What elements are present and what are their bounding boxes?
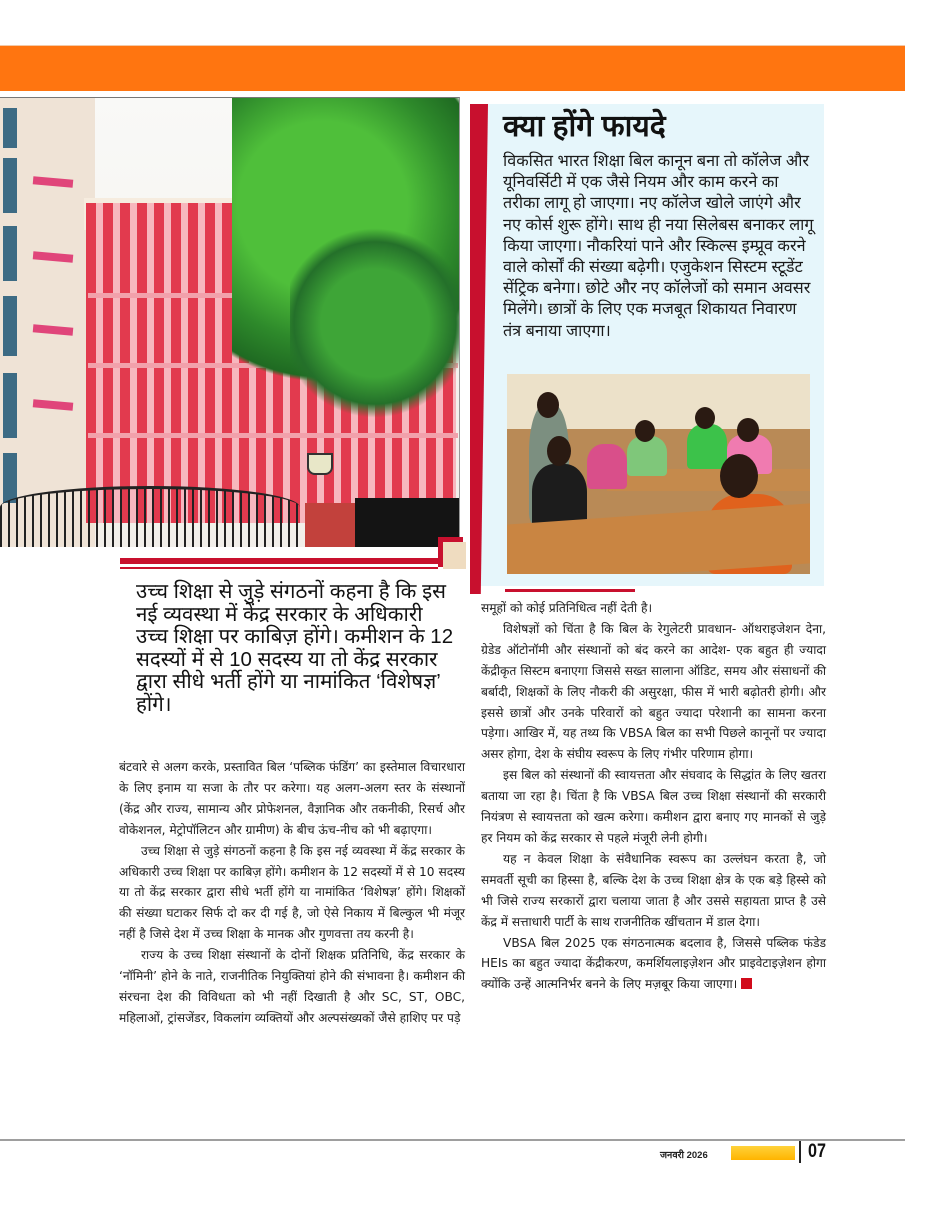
magazine-logo: [731, 1146, 795, 1160]
article-paragraph: बंटवारे से अलग करके, प्रस्तावित बिल ‘पब्लिक फंडिंग’ का इस्तेमाल विचारधारा के लिए इनाम या सजा के तौर पर करेगा। यह अलग-अलग स्तर के संस्थानों (केंद्र और राज्य, सामान्य और प्रोफेशनल, वैज्ञानिक और तकनीकी, रिसर्च और वोकेशनल, मेट्रोपॉलिटन और ग्रामीण) के बीच ऊंच-नीच को भी बढ़ाएगा।: [119, 760, 465, 837]
pull-quote: उच्च शिक्षा से जुड़े संगठनों कहना है कि इस नई व्यवस्था में केंद्र सरकार के अधिकारी उच्च शिक्षा पर काबिज़ होंगे। कमीशन के 12 सदस्यों में से 10 सदस्य या तो केंद्र सरकार द्वारा सीधे भर्ती होंगे या नामांकित ‘विशेषज्ञ’ होंगे।: [136, 580, 454, 716]
street-lamp: [307, 453, 333, 475]
end-of-article-icon: [741, 978, 752, 989]
footer-rule: [0, 1139, 905, 1141]
article-paragraph: VBSA बिल 2025 एक संगठनात्मक बदलाव है, जिससे पब्लिक फंडेड HEIs का बहुत ज्यादा केंद्रीकरण, कमर्शियलाइज़ेशन और प्राइवेटाइज़ेशन होगा क्योंकि उन्हें आत्मनिर्भर बनने के लिए मज़बूर किया जाएगा।: [481, 935, 826, 992]
article-paragraph: इस बिल को संस्थानों की स्वायत्तता और संघवाद के सिद्धांत के लिए खतरा बताया जा रहा है। चिंता है कि VBSA बिल उच्च शिक्षा संस्थानों की सरकारी नियंत्रण से स्वायत्तता को खत्म करेगा। कमीशन द्वारा बनाए गए मानकों से जुड़े हर नियम को केंद्र सरकार से पहले मंजूरी लेनी होगी।: [481, 768, 826, 845]
article-paragraph: विशेषज्ञों को चिंता है कि बिल के रेगुलेटरी प्रावधान- ऑथराइजेशन देना, ग्रेडेड ऑटोनॉमी और संस्थानों को बंद करने का आदेश- एक बहुत ही ज्यादा केंद्रीकृत सिस्टम बनाएगा जिससे सख्त सालाना ऑडिट, समय और संसाधनों की बर्बादी, शिक्षकों के लिए नौकरी की असुरक्षा, फीस में भारी बढ़ोतरी होगी। और इससे छात्रों और उनके परिवारों को बहुत ज्यादा परेशानी का सामना करना पड़ेगा। आखिर में, यह तथ्य कि VBSA बिल का सभी पिछले कानूनों पर ज्यादा असर होगा, देश के संघीय स्वरूप के लिए गंभीर परिणाम होगा।: [481, 621, 826, 762]
article-paragraph: राज्य के उच्च शिक्षा संस्थानों के दोनों शिक्षक प्रतिनिधि, केंद्र सरकार के ‘नॉमिनी’ होने के नाते, राजनीतिक नियुक्तियां होने की संभावना है। कमीशन की संरचना देश की विविधता को भी नहीं दिखाती है और SC, ST, OBC, महिलाओं, ट्रांसजेंडर, विकलांग व्यक्तियों और अल्पसंख्यकों जैसे हाशिए पर पड़े: [119, 948, 465, 1025]
iron-gate: [0, 486, 300, 547]
building-photo: [0, 97, 460, 547]
article-column-right: [481, 598, 826, 995]
sidebar-body: विकसित भारत शिक्षा बिल कानून बना तो कॉलेज और यूनिवर्सिटी में एक जैसे नियम और काम करने का तरीका लागू हो जाएगा। नए कॉलेज खोले जाएंगे और नए कोर्स शुरू होंगे। साथ ही नया सिलेबस बनाकर लागू किया जाएगा। नौकरियां पाने और स्किल्स इम्प्रूव करने वाले कोर्सों की संख्या बढ़ेगी। एजुकेशन सिस्टम स्टूडेंट सेंट्रिक बनेगा। छोटे और नए कॉलेजों को समान अवसर मिलेंगे। छात्रों के लिए एक मजबूत शिकायत निवारण तंत्र बनाया जाएगा।: [503, 152, 814, 340]
header-color-band: [0, 45, 905, 91]
decorative-rule: [505, 589, 635, 592]
decorative-rule: [120, 567, 438, 569]
article-paragraph: समूहों को कोई प्रतिनिधित्व नहीं देती है।: [481, 601, 653, 615]
issue-date: जनवरी 2026: [660, 1150, 708, 1161]
article-paragraph: उच्च शिक्षा से जुड़े संगठनों कहना है कि इस नई व्यवस्था में केंद्र सरकार के अधिकारी उच्च शिक्षा पर काबिज़ होंगे। कमीशन के 12 सदस्यों में से 10 सदस्य या तो केंद्र सरकार द्वारा सीधे भर्ती होंगे या नामांकित ‘विशेषज्ञ’ होंगे। शिक्षकों की संख्या घटाकर सिर्फ दो कर दी गई है, जो ऐसे निकाय में बिल्कुल भी मंजूर नहीं है जिसे देश में उच्च शिक्षा के मानक और गुणवत्ता तय करनी है।: [119, 843, 465, 942]
decorative-rule: [120, 558, 438, 564]
article-column-left: [119, 757, 465, 1029]
footer-divider: [799, 1141, 801, 1163]
sidebar-title: क्या होंगे फायदे: [503, 110, 666, 143]
page-number: 07: [808, 1141, 826, 1162]
article-paragraph: यह न केवल शिक्षा के संवैधानिक स्वरूप का उल्लंघन करता है, जो समवर्ती सूची का हिस्सा है, बल्कि देश के उच्च शिक्षा क्षेत्र के एक बड़े हिस्से को भी जिसे राज्य सरकारों द्वारा चलाया जाता है और उससे सहायता प्राप्त है उसे केंद्र में सत्ताधारी पार्टी के साथ राजनीतिक खींचतान में डाल देगा।: [481, 851, 826, 929]
classroom-photo: [507, 374, 810, 574]
decorative-box: [443, 542, 466, 569]
